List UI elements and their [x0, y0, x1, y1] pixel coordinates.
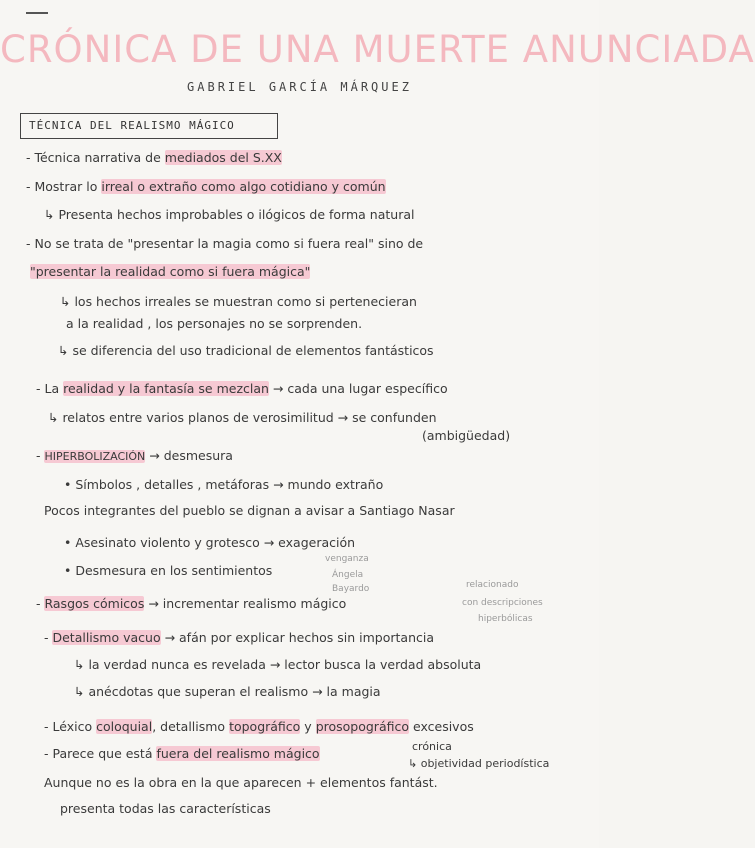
note-text: excesivos	[409, 719, 474, 734]
note-text: -	[36, 448, 45, 463]
note-text: → afán por explicar hechos sin importancia	[160, 630, 435, 645]
note-line-16: • Desmesura en los sentimientos	[64, 563, 273, 578]
note-line-15: • Asesinato violento y grotesco → exageración	[64, 535, 356, 550]
note-line-11: (ambigüedad)	[422, 428, 511, 443]
note-line-24: presenta todas las características	[60, 801, 271, 816]
note-line-13: • Símbolos , detalles , metáforas → mundo extraño	[64, 477, 384, 492]
author-name: GABRIEL GARCÍA MÁRQUEZ	[187, 80, 412, 94]
note-text: → incrementar realismo mágico	[144, 596, 347, 611]
note-line-14: Pocos integrantes del pueblo se dignan a avisar a Santiago Nasar	[44, 503, 455, 518]
note-line-12	[36, 448, 233, 463]
note-text: y	[300, 719, 316, 734]
note-line-9	[36, 381, 448, 396]
side-note: ↳ objetividad periodística	[408, 757, 550, 770]
side-note: Ángela	[332, 570, 364, 580]
highlight: prosopográfico	[315, 719, 410, 734]
side-note: Bayardo	[332, 584, 370, 594]
highlight: "presentar la realidad como si fuera mágica"	[30, 264, 311, 279]
note-text: - Técnica narrativa de	[26, 150, 165, 165]
highlight: Detallismo vacuo	[52, 630, 161, 645]
note-text: - Mostrar lo	[26, 179, 102, 194]
note-line-5	[30, 264, 310, 279]
side-note: hiperbólicas	[478, 614, 533, 624]
note-line-23: Aunque no es la obra en la que aparecen + elementos fantást.	[44, 775, 438, 790]
note-text: - Léxico	[44, 719, 97, 734]
note-line-22	[44, 746, 320, 761]
side-note: venganza	[325, 554, 369, 564]
note-text: - Parece que está	[44, 746, 157, 761]
note-line-21	[44, 719, 474, 734]
note-text: , detallismo	[152, 719, 230, 734]
page-title: CRÓNICA DE UNA MUERTE ANUNCIADA	[0, 28, 755, 71]
note-line-3: ↳ Presenta hechos improbables o ilógicos de forma natural	[44, 207, 415, 222]
note-line-7: a la realidad , los personajes no se sorprenden.	[66, 316, 363, 331]
note-line-19: ↳ la verdad nunca es revelada → lector busca la verdad absoluta	[74, 657, 482, 672]
note-text: → desmesura	[145, 448, 233, 463]
highlight: coloquial	[96, 719, 153, 734]
highlight: realidad y la fantasía se mezclan	[63, 381, 269, 396]
note-line-18	[44, 630, 434, 645]
highlight: Rasgos cómicos	[44, 596, 145, 611]
note-line-2	[26, 179, 386, 194]
note-line-20: ↳ anécdotas que superan el realismo → la magia	[74, 684, 381, 699]
highlight: fuera del realismo mágico	[156, 746, 320, 761]
note-line-6: ↳ los hechos irreales se muestran como si pertenecieran	[60, 294, 417, 309]
note-text: -	[44, 630, 53, 645]
note-line-8: ↳ se diferencia del uso tradicional de elementos fantásticos	[58, 343, 434, 358]
highlight: mediados del S.XX	[164, 150, 282, 165]
note-line-4: - No se trata de "presentar la magia como si fuera real" sino de	[26, 236, 424, 251]
section-heading: TÉCNICA DEL REALISMO MÁGICO	[20, 113, 278, 139]
side-note: crónica	[412, 740, 452, 753]
note-line-17	[36, 596, 346, 611]
note-text: → cada una lugar específico	[268, 381, 448, 396]
highlight: topográfico	[229, 719, 301, 734]
highlight: irreal o extraño como algo cotidiano y común	[101, 179, 386, 194]
page-mark	[26, 12, 48, 14]
note-text: -	[36, 596, 45, 611]
highlight: HIPERBOLIZACIÓN	[44, 450, 146, 463]
note-line-1	[26, 150, 282, 165]
side-note: con descripciones	[462, 598, 543, 608]
note-text: - La	[36, 381, 64, 396]
side-note: relacionado	[466, 580, 519, 590]
note-line-10: ↳ relatos entre varios planos de verosimilitud → se confunden	[48, 410, 437, 425]
